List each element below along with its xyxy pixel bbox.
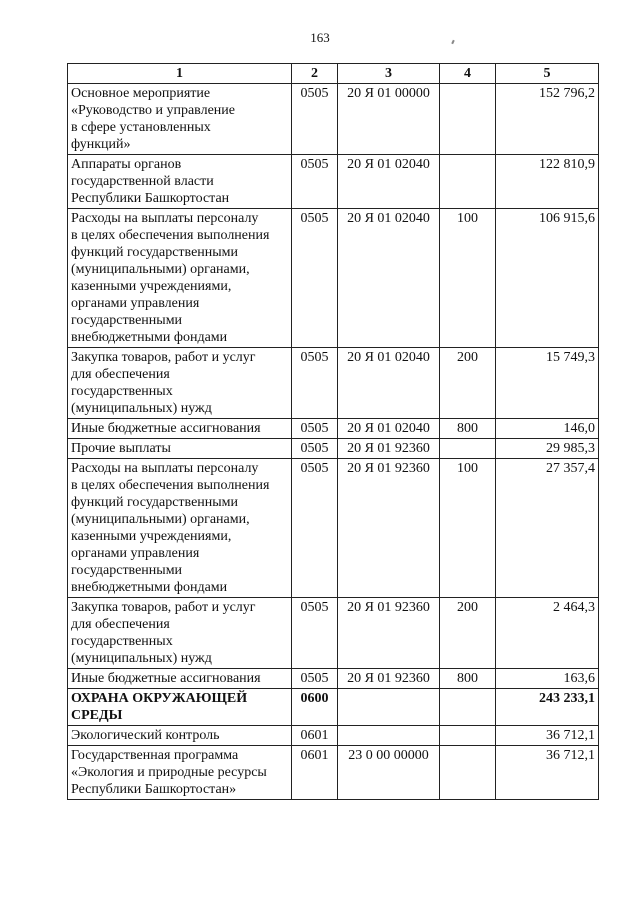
row-expense-type-cell-text: 100	[457, 461, 478, 476]
row-name-cell-text: Основное мероприятие «Руководство и управление в сфере установленных функций»	[71, 86, 235, 152]
row-article-cell	[338, 155, 440, 209]
table-row	[68, 726, 599, 746]
row-section-cell-text: 0505	[300, 157, 329, 172]
row-amount-cell	[496, 598, 599, 669]
table-row	[68, 155, 599, 209]
row-section-cell	[292, 348, 338, 419]
row-article-cell	[338, 84, 440, 155]
row-article-cell	[338, 746, 440, 800]
table-row	[68, 598, 599, 669]
row-article-cell-text: 20 Я 01 02040	[347, 211, 430, 226]
row-section-cell-text: 0505	[300, 671, 329, 686]
row-expense-type-cell	[440, 439, 496, 459]
row-article-cell	[338, 726, 440, 746]
row-section-cell-text: 0505	[300, 86, 329, 101]
row-name-cell-text: Аппараты органов государственной власти Республики Башкортостан	[71, 157, 230, 206]
row-section-cell	[292, 669, 338, 689]
row-article-cell	[338, 689, 440, 726]
row-amount-cell-text: 27 357,4	[546, 461, 595, 476]
header-cell-article: 3	[338, 64, 440, 84]
row-expense-type-cell	[440, 459, 496, 598]
row-article-cell	[338, 669, 440, 689]
row-name-cell-text: Закупка товаров, работ и услуг для обеспечения государственных (муниципальных) нужд	[71, 600, 256, 666]
row-name-cell	[68, 669, 292, 689]
row-name-cell	[68, 348, 292, 419]
table-row	[68, 439, 599, 459]
row-article-cell-text: 20 Я 01 92360	[347, 461, 430, 476]
row-section-cell-text: 0600	[300, 691, 329, 706]
row-name-cell	[68, 419, 292, 439]
row-amount-cell-text: 243 233,1	[539, 691, 595, 706]
row-expense-type-cell-text: 200	[457, 600, 478, 615]
row-amount-cell	[496, 348, 599, 419]
row-section-cell-text: 0601	[300, 728, 329, 743]
row-amount-cell-text: 15 749,3	[546, 350, 595, 365]
row-section-cell-text: 0505	[300, 421, 329, 436]
table-row	[68, 669, 599, 689]
row-article-cell-text: 20 Я 01 00000	[347, 86, 430, 101]
row-article-cell	[338, 459, 440, 598]
row-amount-cell-text: 36 712,1	[546, 728, 595, 743]
row-expense-type-cell	[440, 419, 496, 439]
row-article-cell	[338, 598, 440, 669]
row-section-cell	[292, 459, 338, 598]
table-body	[68, 84, 599, 800]
row-article-cell	[338, 419, 440, 439]
row-name-cell-text: Экологический контроль	[71, 728, 220, 743]
row-section-cell-text: 0505	[300, 461, 329, 476]
row-amount-cell	[496, 669, 599, 689]
row-expense-type-cell	[440, 598, 496, 669]
table-row	[68, 84, 599, 155]
row-section-cell	[292, 155, 338, 209]
row-section-cell	[292, 726, 338, 746]
row-amount-cell-text: 106 915,6	[539, 211, 595, 226]
row-expense-type-cell-text: 200	[457, 350, 478, 365]
row-name-cell-text: Иные бюджетные ассигнования	[71, 421, 261, 436]
row-amount-cell-text: 152 796,2	[539, 86, 595, 101]
row-name-cell	[68, 84, 292, 155]
row-expense-type-cell	[440, 726, 496, 746]
row-section-cell-text: 0601	[300, 748, 329, 763]
row-section-cell-text: 0505	[300, 211, 329, 226]
row-amount-cell-text: 122 810,9	[539, 157, 595, 172]
row-amount-cell	[496, 155, 599, 209]
row-section-cell	[292, 439, 338, 459]
row-article-cell-text: 20 Я 01 02040	[347, 421, 430, 436]
row-section-cell	[292, 84, 338, 155]
row-name-cell-text: Закупка товаров, работ и услуг для обеспечения государственных (муниципальных) нужд	[71, 350, 256, 416]
row-name-cell-text: Расходы на выплаты персоналу в целях обеспечения выполнения функций государственными (муниципальными) органами, казенными учреждениями, органами управления государственными внебюджетными фондами	[71, 211, 270, 345]
row-amount-cell	[496, 459, 599, 598]
table-row	[68, 348, 599, 419]
row-expense-type-cell-text: 100	[457, 211, 478, 226]
row-amount-cell-text: 146,0	[563, 421, 595, 436]
row-article-cell	[338, 348, 440, 419]
row-amount-cell	[496, 726, 599, 746]
row-amount-cell	[496, 439, 599, 459]
header-cell-section: 2	[292, 64, 338, 84]
row-name-cell	[68, 689, 292, 726]
row-name-cell	[68, 209, 292, 348]
row-expense-type-cell-text: 800	[457, 671, 478, 686]
row-expense-type-cell-text: 800	[457, 421, 478, 436]
row-name-cell	[68, 459, 292, 598]
row-article-cell	[338, 209, 440, 348]
table-row	[68, 459, 599, 598]
row-amount-cell	[496, 746, 599, 800]
row-expense-type-cell	[440, 746, 496, 800]
row-section-cell	[292, 746, 338, 800]
row-expense-type-cell	[440, 689, 496, 726]
row-section-cell-text: 0505	[300, 350, 329, 365]
row-name-cell	[68, 598, 292, 669]
header-cell-amount: 5	[496, 64, 599, 84]
row-article-cell-text: 20 Я 01 02040	[347, 350, 430, 365]
table-row	[68, 746, 599, 800]
row-expense-type-cell	[440, 669, 496, 689]
row-article-cell-text: 23 0 00 00000	[348, 748, 429, 763]
row-section-cell	[292, 598, 338, 669]
row-article-cell-text: 20 Я 01 92360	[347, 600, 430, 615]
row-name-cell-text: Прочие выплаты	[71, 441, 171, 456]
row-amount-cell-text: 2 464,3	[553, 600, 595, 615]
row-name-cell-text: Иные бюджетные ассигнования	[71, 671, 261, 686]
row-article-cell-text: 20 Я 01 92360	[347, 441, 430, 456]
row-amount-cell-text: 36 712,1	[546, 748, 595, 763]
row-section-cell	[292, 689, 338, 726]
row-name-cell-text: Расходы на выплаты персоналу в целях обеспечения выполнения функций государственными (муниципальными) органами, казенными учреждениями, органами управления государственными внебюджетными фондами	[71, 461, 270, 595]
row-name-cell	[68, 155, 292, 209]
header-cell-expense-type: 4	[440, 64, 496, 84]
row-article-cell-text: 20 Я 01 02040	[347, 157, 430, 172]
row-expense-type-cell	[440, 155, 496, 209]
row-expense-type-cell	[440, 209, 496, 348]
row-amount-cell-text: 163,6	[563, 671, 595, 686]
row-section-cell	[292, 209, 338, 348]
row-name-cell	[68, 726, 292, 746]
row-amount-cell-text: 29 985,3	[546, 441, 595, 456]
page-number: 163	[310, 30, 330, 45]
header-row	[68, 64, 599, 84]
row-section-cell	[292, 419, 338, 439]
row-article-cell	[338, 439, 440, 459]
row-name-cell	[68, 746, 292, 800]
row-amount-cell	[496, 84, 599, 155]
row-article-cell-text: 20 Я 01 92360	[347, 671, 430, 686]
row-expense-type-cell	[440, 348, 496, 419]
header-cell-name: 1	[68, 64, 292, 84]
row-amount-cell	[496, 689, 599, 726]
row-name-cell	[68, 439, 292, 459]
budget-table	[67, 63, 599, 800]
table-row	[68, 689, 599, 726]
row-name-cell-text: Государственная программа «Экология и природные ресурсы Республики Башкортостан»	[71, 748, 267, 797]
row-expense-type-cell	[440, 84, 496, 155]
row-name-cell-text: ОХРАНА ОКРУЖАЮЩЕЙ СРЕДЫ	[71, 691, 248, 723]
row-section-cell-text: 0505	[300, 600, 329, 615]
table-row	[68, 209, 599, 348]
row-amount-cell	[496, 419, 599, 439]
table-row	[68, 419, 599, 439]
row-amount-cell	[496, 209, 599, 348]
row-section-cell-text: 0505	[300, 441, 329, 456]
